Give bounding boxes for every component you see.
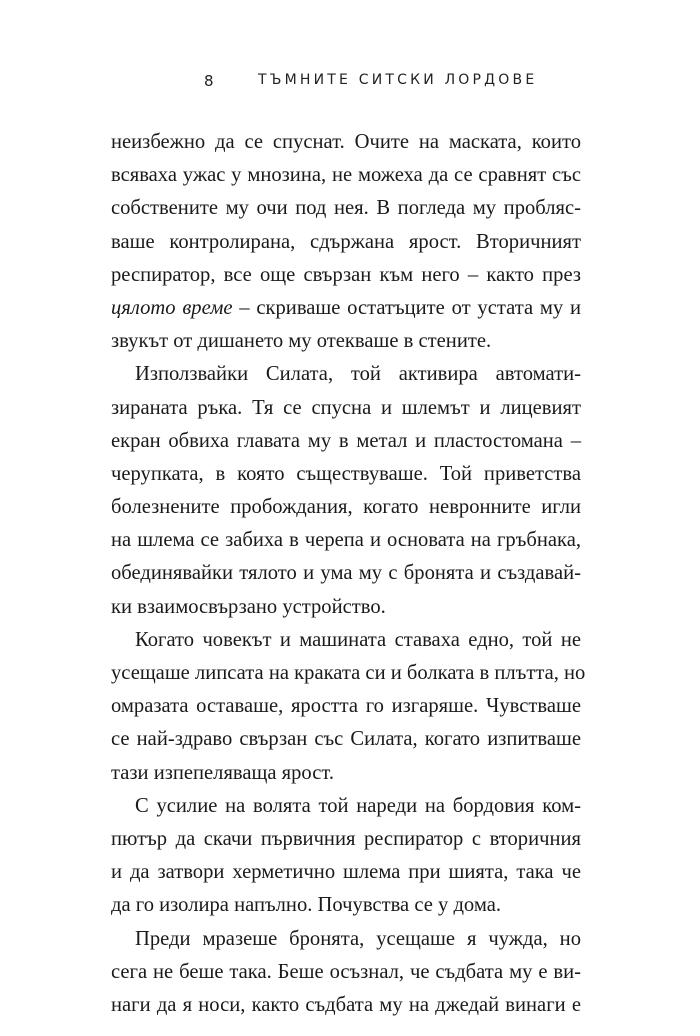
text-line: на шлема се забиха в черепа и основата на гръбнака, bbox=[111, 529, 581, 552]
text-line: С усилие на волята той нареди на бордовия ком- bbox=[135, 794, 581, 817]
text-line: тази изпепеляваща ярост. bbox=[111, 761, 334, 784]
text-line: усещаше липсата на краката си и болката в плътта, но bbox=[111, 662, 586, 684]
text-line: Когато човекът и машината ставаха едно, той не bbox=[135, 628, 581, 651]
body-text bbox=[111, 126, 586, 1022]
text-line: и да затвори херметично шлема при шията, така че bbox=[111, 861, 581, 884]
text-line: наги да я носи, както съдбата му на джедай винаги е bbox=[111, 993, 581, 1016]
page-number: 8 bbox=[204, 72, 217, 90]
text-line: ваше контролирана, сдържана ярост. Вторичният bbox=[111, 230, 581, 253]
text-line: обединявайки тялото и ума му с бронята и създавай- bbox=[111, 562, 581, 585]
paragraph bbox=[111, 126, 581, 358]
text-line: екран обвиха главата му в метал и пластостомана – bbox=[111, 429, 581, 452]
text-line: Използвайки Силата, той активира автомати- bbox=[135, 363, 581, 386]
text-line: да го изолира напълно. Почувства се у дома. bbox=[111, 894, 502, 917]
text-line bbox=[111, 292, 581, 325]
text-line: сега не беше така. Беше осъзнал, че съдбата му е ви- bbox=[111, 960, 581, 983]
running-title: ТЪМНИТЕ СИТСКИ ЛОРДОВЕ bbox=[258, 72, 538, 88]
paragraph bbox=[111, 358, 581, 624]
text-line: ки взаимосвързано устройство. bbox=[111, 595, 386, 618]
text-line: пютър да скачи първичния респиратор с вторичния bbox=[111, 827, 581, 850]
text-line: болезнените пробождания, когато невронните игли bbox=[111, 496, 581, 519]
paragraph bbox=[111, 790, 581, 923]
text-line-rest: – скриваше остатъците от устата му и bbox=[232, 296, 581, 319]
text-line: черупката, в която съществуваше. Той приветства bbox=[111, 462, 581, 485]
text-line: омразата оставаше, яростта го изгаряше. Чувстваше bbox=[111, 695, 581, 718]
text-line: Преди мразеше бронята, усещаше я чужда, но bbox=[135, 927, 581, 950]
text-line: всяваха ужас у мнозина, не можеха да се сравнят със bbox=[111, 164, 581, 187]
text-line: неизбежно да се спуснат. Очите на маската, които bbox=[111, 131, 581, 153]
text-line: респиратор, все още свързан към него – както през bbox=[111, 263, 581, 286]
emphasis: цялото време bbox=[111, 296, 233, 319]
running-head bbox=[0, 72, 700, 94]
text-line: собствените му очи под нея. В погледа му пробляс- bbox=[111, 197, 581, 220]
paragraph bbox=[111, 624, 586, 790]
paragraph bbox=[111, 923, 581, 1023]
text-line: звукът от дишането му отекваше в стените. bbox=[111, 330, 492, 353]
text-line: зираната ръка. Тя се спусна и шлемът и лицевият bbox=[111, 396, 581, 419]
text-line: се най-здраво свързан със Силата, когато изпитваше bbox=[111, 728, 581, 751]
